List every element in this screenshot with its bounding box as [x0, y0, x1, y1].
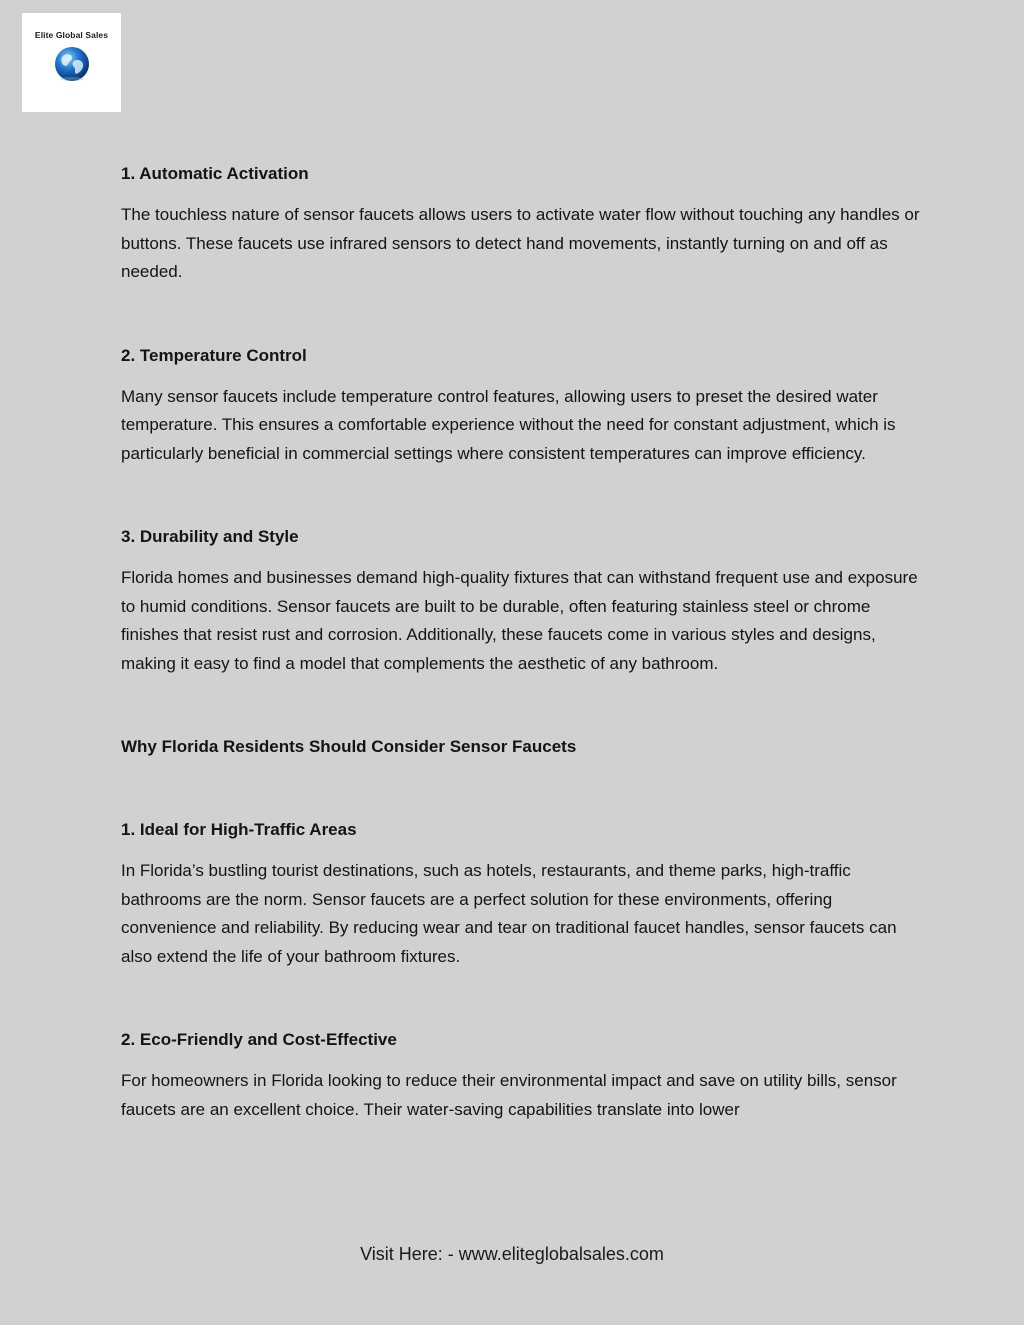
section-title: Why Florida Residents Should Consider Sensor Faucets	[121, 737, 577, 756]
section-text: Many sensor faucets include temperature control features, allowing users to preset the desired water temperature. This ensures a comfortable experience without the need for constant adjustment, which is particularly beneficial in commercial settings where consistent temperatures can improve efficiency.	[121, 386, 896, 463]
footer-link-text: Visit Here: - www.eliteglobalsales.com	[360, 1244, 664, 1264]
section-text: Florida homes and businesses demand high-quality fixtures that can withstand frequent use and exposure to humid conditions. Sensor faucets are built to be durable, often featuring stainless steel or chrome finishes that resist rust and corrosion. Additionally, these faucets come in various styles and designs, making it easy to find a model that complements the aesthetic of any bathroom.	[121, 568, 918, 673]
logo	[22, 13, 121, 112]
section-heading: 1. Automatic Activation	[121, 164, 309, 183]
section-text: For homeowners in Florida looking to reduce their environmental impact and save on utility bills, sensor faucets are an excellent choice. Their water-saving capabilities translate into lower	[121, 1071, 897, 1119]
section-heading: 2. Temperature Control	[121, 345, 307, 365]
globe-icon	[54, 46, 90, 82]
logo-text: Elite Global Sales	[34, 30, 109, 40]
section-heading: 1. Ideal for High-Traffic Areas	[121, 820, 357, 839]
section-text: In Florida’s bustling tourist destinations, such as hotels, restaurants, and theme parks, high-traffic bathrooms are the norm. Sensor faucets are a perfect solution for these environments, offering convenience and reliability. By reducing wear and tear on traditional faucet handles, sensor faucets can also extend the life of your bathroom fixtures.	[121, 861, 897, 966]
section-text: The touchless nature of sensor faucets allows users to activate water flow without touching any handles or buttons. These faucets use infrared sensors to detect hand movements, instantly turning on and off as needed.	[121, 205, 920, 281]
section-heading: 2. Eco-Friendly and Cost-Effective	[121, 1030, 397, 1049]
section-heading: 3. Durability and Style	[121, 527, 299, 546]
document-body	[121, 160, 921, 1124]
